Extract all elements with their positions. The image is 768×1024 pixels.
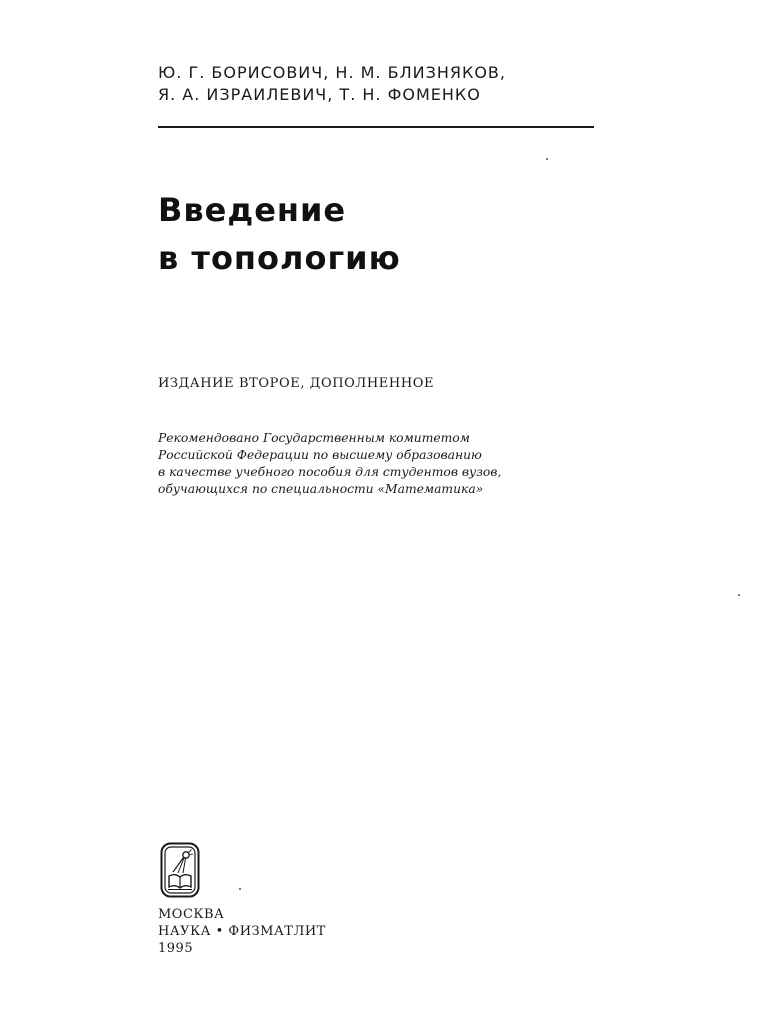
imprint-publisher: НАУКА • ФИЗМАТЛИТ <box>158 924 326 939</box>
print-speck <box>546 158 548 160</box>
recommendation-line-3: в качестве учебного пособия для студентов вузов, <box>158 465 502 479</box>
imprint-year: 1995 <box>158 941 194 956</box>
authors-block <box>158 62 506 106</box>
imprint-block <box>158 906 326 957</box>
nauka-publisher-emblem-icon <box>160 842 200 898</box>
recommendation-line-1: Рекомендовано Государственным комитетом <box>158 431 470 445</box>
print-speck <box>239 888 241 890</box>
recommendation-line-4: обучающихся по специальности «Математика» <box>158 482 484 496</box>
edition-label: ИЗДАНИЕ ВТОРОЕ, ДОПОЛНЕННОЕ <box>158 376 435 391</box>
horizontal-rule <box>158 126 594 128</box>
book-title-line-1: Введение <box>158 191 347 229</box>
authors-line-1: Ю. Г. БОРИСОВИЧ, Н. М. БЛИЗНЯКОВ, <box>158 63 506 82</box>
authors-line-2: Я. А. ИЗРАИЛЕВИЧ, Т. Н. ФОМЕНКО <box>158 85 481 104</box>
recommendation-line-2: Российской Федерации по высшему образованию <box>158 448 482 462</box>
print-speck <box>738 594 740 596</box>
book-title <box>158 186 401 282</box>
book-title-line-2: в топологию <box>158 239 401 277</box>
recommendation-text <box>158 430 501 498</box>
imprint-city: МОСКВА <box>158 907 225 922</box>
